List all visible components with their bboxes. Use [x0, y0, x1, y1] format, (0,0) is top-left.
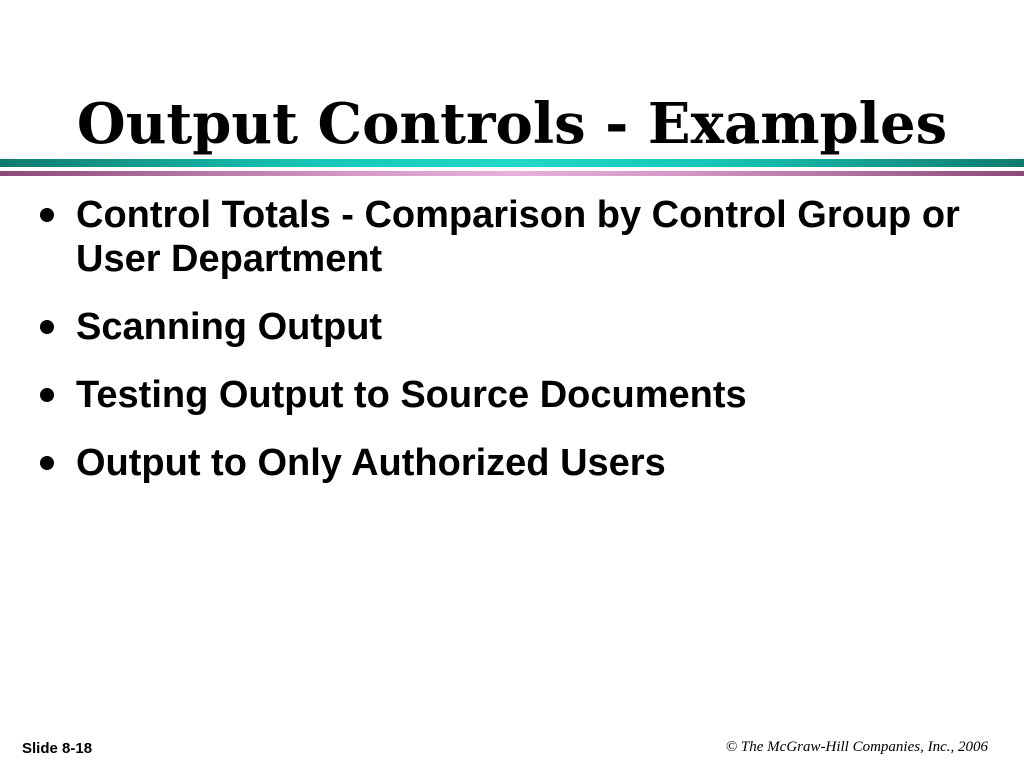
bullet-dot-icon [40, 388, 54, 402]
title-divider-pink [0, 171, 1024, 176]
bullet-item [38, 305, 998, 349]
bullet-dot-icon [40, 320, 54, 334]
bullet-text: Control Totals - Comparison by Control Group or User Department [76, 194, 960, 280]
slide-number: Slide 8-18 [22, 740, 93, 757]
title-divider-teal [0, 159, 1024, 167]
copyright-notice: © The McGraw-Hill Companies, Inc., 2006 [725, 739, 988, 755]
bullet-list [38, 193, 998, 509]
bullet-dot-icon [40, 456, 54, 470]
bullet-item [38, 193, 998, 281]
bullet-dot-icon [40, 208, 54, 222]
slide-title: Output Controls - Examples [76, 91, 948, 157]
bullet-item [38, 441, 998, 485]
bullet-text: Scanning Output [76, 306, 383, 348]
bullet-text: Output to Only Authorized Users [76, 442, 666, 484]
bullet-text: Testing Output to Source Documents [76, 374, 747, 416]
bullet-item [38, 373, 998, 417]
